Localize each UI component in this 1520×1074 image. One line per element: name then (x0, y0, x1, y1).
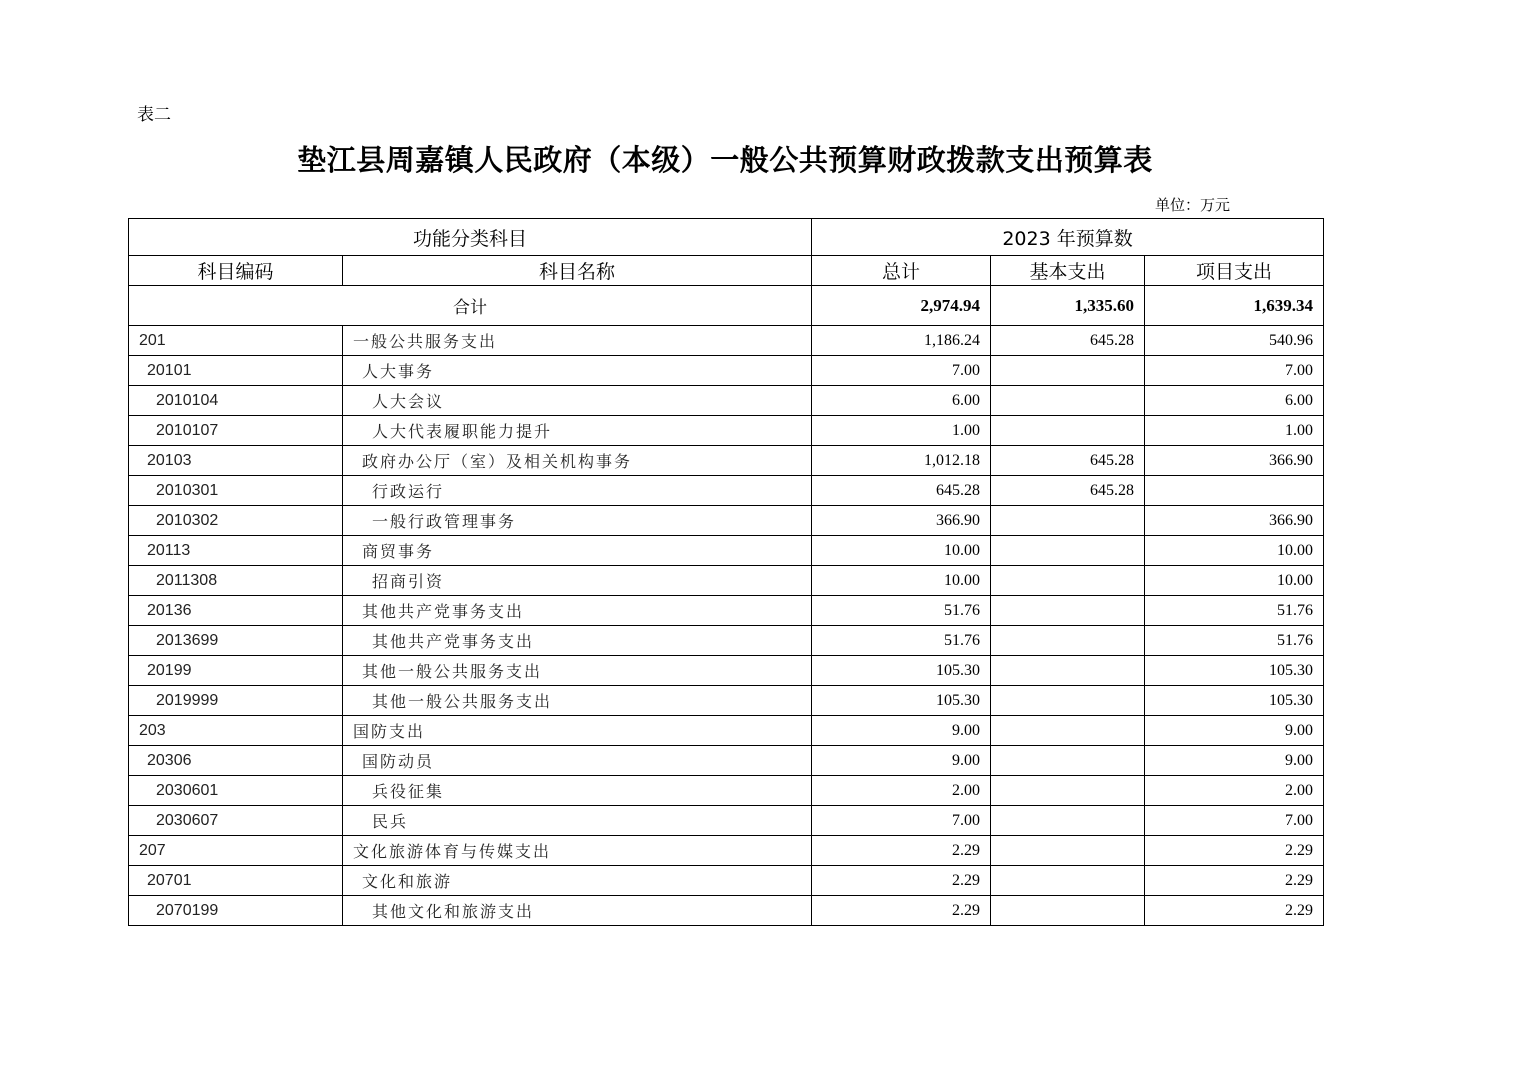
row-code: 20306 (129, 746, 343, 776)
table-row (129, 416, 1324, 446)
row-name: 其他共产党事务支出 (343, 596, 812, 626)
header-project: 项目支出 (1145, 256, 1324, 286)
row-code: 207 (129, 836, 343, 866)
table-row (129, 386, 1324, 416)
row-name: 兵役征集 (343, 776, 812, 806)
table-row (129, 806, 1324, 836)
row-name: 文化和旅游 (343, 866, 812, 896)
row-basic (991, 686, 1145, 716)
row-project: 7.00 (1145, 806, 1324, 836)
row-basic: 645.28 (991, 476, 1145, 506)
row-name: 文化旅游体育与传媒支出 (343, 836, 812, 866)
header-group-row (129, 219, 1324, 256)
row-code: 20136 (129, 596, 343, 626)
table-row (129, 326, 1324, 356)
row-name: 招商引资 (343, 566, 812, 596)
row-project: 2.00 (1145, 776, 1324, 806)
row-code: 2010107 (129, 416, 343, 446)
row-basic (991, 386, 1145, 416)
header-functional-category: 功能分类科目 (129, 219, 812, 256)
row-total: 9.00 (812, 746, 991, 776)
row-project: 105.30 (1145, 656, 1324, 686)
row-basic (991, 836, 1145, 866)
row-project: 10.00 (1145, 566, 1324, 596)
total-project: 1,639.34 (1145, 286, 1324, 326)
row-project: 51.76 (1145, 596, 1324, 626)
row-project: 366.90 (1145, 506, 1324, 536)
total-total: 2,974.94 (812, 286, 991, 326)
row-basic (991, 596, 1145, 626)
page-title: 垫江县周嘉镇人民政府（本级）一般公共预算财政拨款支出预算表 (297, 143, 1153, 177)
row-code: 20113 (129, 536, 343, 566)
header-budget-year: 2023 年预算数 (812, 219, 1324, 256)
table-row (129, 446, 1324, 476)
row-basic (991, 896, 1145, 926)
row-project: 540.96 (1145, 326, 1324, 356)
row-name: 政府办公厅（室）及相关机构事务 (343, 446, 812, 476)
row-code: 2030607 (129, 806, 343, 836)
row-name: 商贸事务 (343, 536, 812, 566)
row-total: 1,186.24 (812, 326, 991, 356)
row-name: 其他共产党事务支出 (343, 626, 812, 656)
row-name: 国防支出 (343, 716, 812, 746)
row-project: 2.29 (1145, 866, 1324, 896)
row-name: 一般行政管理事务 (343, 506, 812, 536)
row-total: 2.29 (812, 896, 991, 926)
row-name: 人大事务 (343, 356, 812, 386)
row-total: 9.00 (812, 716, 991, 746)
row-name: 一般公共服务支出 (343, 326, 812, 356)
row-basic (991, 746, 1145, 776)
table-row (129, 716, 1324, 746)
row-code: 20101 (129, 356, 343, 386)
row-total: 2.29 (812, 836, 991, 866)
row-code: 20701 (129, 866, 343, 896)
row-name: 人大会议 (343, 386, 812, 416)
header-column-row (129, 256, 1324, 286)
row-total: 2.29 (812, 866, 991, 896)
table-row (129, 686, 1324, 716)
row-basic: 645.28 (991, 326, 1145, 356)
row-code: 2030601 (129, 776, 343, 806)
row-project: 7.00 (1145, 356, 1324, 386)
row-project (1145, 476, 1324, 506)
row-total: 2.00 (812, 776, 991, 806)
header-name: 科目名称 (343, 256, 812, 286)
row-basic (991, 656, 1145, 686)
table-row (129, 866, 1324, 896)
table-row (129, 746, 1324, 776)
total-label: 合计 (129, 286, 812, 326)
budget-table (128, 218, 1324, 926)
row-basic (991, 626, 1145, 656)
row-total: 10.00 (812, 536, 991, 566)
row-total: 1,012.18 (812, 446, 991, 476)
table-row (129, 356, 1324, 386)
row-project: 105.30 (1145, 686, 1324, 716)
row-total: 1.00 (812, 416, 991, 446)
row-basic (991, 776, 1145, 806)
row-name: 其他一般公共服务支出 (343, 656, 812, 686)
row-total: 7.00 (812, 806, 991, 836)
table-row (129, 776, 1324, 806)
row-name: 民兵 (343, 806, 812, 836)
row-project: 51.76 (1145, 626, 1324, 656)
row-code: 20199 (129, 656, 343, 686)
table-number: 表二 (137, 105, 171, 125)
row-project: 9.00 (1145, 716, 1324, 746)
header-code: 科目编码 (129, 256, 343, 286)
row-total: 51.76 (812, 626, 991, 656)
row-name: 其他一般公共服务支出 (343, 686, 812, 716)
row-basic (991, 506, 1145, 536)
row-total: 6.00 (812, 386, 991, 416)
row-project: 366.90 (1145, 446, 1324, 476)
row-project: 2.29 (1145, 896, 1324, 926)
row-project: 9.00 (1145, 746, 1324, 776)
table-row (129, 596, 1324, 626)
table-row (129, 656, 1324, 686)
total-row (129, 286, 1324, 326)
table-row (129, 566, 1324, 596)
table-row (129, 626, 1324, 656)
row-total: 51.76 (812, 596, 991, 626)
row-basic (991, 536, 1145, 566)
row-code: 2013699 (129, 626, 343, 656)
row-code: 2070199 (129, 896, 343, 926)
unit-label: 单位：万元 (1155, 196, 1231, 214)
row-total: 645.28 (812, 476, 991, 506)
row-total: 7.00 (812, 356, 991, 386)
row-basic (991, 416, 1145, 446)
row-code: 203 (129, 716, 343, 746)
table-row (129, 506, 1324, 536)
total-basic: 1,335.60 (991, 286, 1145, 326)
table-row (129, 536, 1324, 566)
row-name: 行政运行 (343, 476, 812, 506)
row-code: 2010104 (129, 386, 343, 416)
row-basic (991, 866, 1145, 896)
row-code: 2010302 (129, 506, 343, 536)
row-project: 10.00 (1145, 536, 1324, 566)
row-total: 10.00 (812, 566, 991, 596)
header-total: 总计 (812, 256, 991, 286)
table-row (129, 896, 1324, 926)
row-total: 105.30 (812, 656, 991, 686)
row-project: 2.29 (1145, 836, 1324, 866)
row-project: 6.00 (1145, 386, 1324, 416)
row-total: 366.90 (812, 506, 991, 536)
row-code: 20103 (129, 446, 343, 476)
row-code: 2011308 (129, 566, 343, 596)
row-basic (991, 806, 1145, 836)
header-basic: 基本支出 (991, 256, 1145, 286)
table-row (129, 836, 1324, 866)
row-basic: 645.28 (991, 446, 1145, 476)
row-code: 201 (129, 326, 343, 356)
table-row (129, 476, 1324, 506)
row-basic (991, 716, 1145, 746)
row-total: 105.30 (812, 686, 991, 716)
row-name: 人大代表履职能力提升 (343, 416, 812, 446)
row-code: 2019999 (129, 686, 343, 716)
row-name: 其他文化和旅游支出 (343, 896, 812, 926)
row-basic (991, 566, 1145, 596)
row-basic (991, 356, 1145, 386)
row-project: 1.00 (1145, 416, 1324, 446)
row-name: 国防动员 (343, 746, 812, 776)
row-code: 2010301 (129, 476, 343, 506)
table-body (129, 326, 1324, 926)
